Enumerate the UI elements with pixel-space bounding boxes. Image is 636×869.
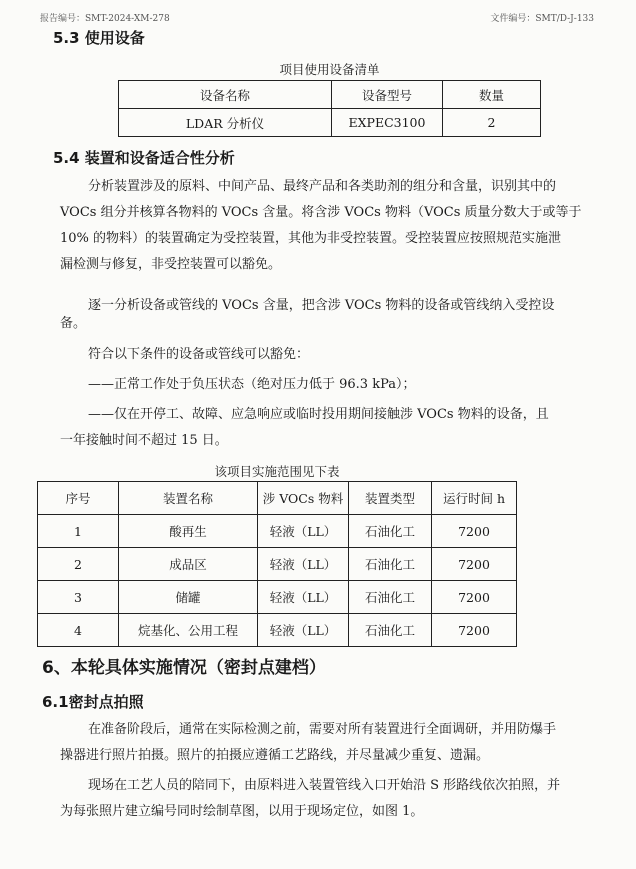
paragraph-line: 符合以下条件的设备或管线可以豁免： (88, 347, 310, 362)
table-cell: LDAR 分析仪 (119, 109, 332, 137)
table-cell: 2 (443, 109, 541, 137)
header-cell: 数量 (443, 81, 541, 109)
table-row (38, 581, 517, 614)
table-cell: 烷基化、公用工程 (119, 614, 258, 647)
table-row (38, 548, 517, 581)
scope-table-caption: 该项目实施范围见下表 (214, 464, 340, 479)
paragraph-line: ——正常工作处于负压状态（绝对压力低于 96.3 kPa）； (88, 377, 416, 392)
paragraph-line: VOCs 组分并核算各物料的 VOCs 含量。将含涉 VOCs 物料（VOCs 质量分数大于或等于 (60, 205, 582, 220)
table-cell: 2 (38, 548, 119, 581)
table-cell: 轻液（LL） (258, 614, 349, 647)
table-header-row (38, 482, 517, 515)
table-row (38, 515, 517, 548)
section-5-3-title: 5.3 使用设备 (53, 29, 145, 47)
table-cell: 石油化工 (349, 581, 432, 614)
paragraph-line: 为每张照片建立编号同时绘制草图，以用于现场定位，如图 1。 (60, 804, 424, 819)
equipment-table (118, 80, 541, 137)
table-row (38, 614, 517, 647)
paragraph-line: 操器进行照片拍摄。照片的拍摄应遵循工艺路线，并尽量减少重复、遗漏。 (60, 748, 490, 763)
table-cell: 7200 (432, 548, 517, 581)
section-6-1-title: 6.1密封点拍照 (42, 693, 144, 711)
table-cell: 7200 (432, 515, 517, 548)
table-cell: 1 (38, 515, 119, 548)
paragraph-line: 备。 (60, 316, 87, 331)
header-cell: 序号 (38, 482, 119, 515)
table-cell: 3 (38, 581, 119, 614)
paragraph-line: ——仅在开停工、故障、应急响应或临时投用期间接触涉 VOCs 物料的设备，且 (88, 407, 549, 422)
paragraph-line: 在准备阶段后，通常在实际检测之前，需要对所有装置进行全面调研，并用防爆手 (88, 722, 557, 737)
equipment-table-caption: 项目使用设备清单 (279, 62, 380, 77)
table-cell: 储罐 (119, 581, 258, 614)
header-cell: 涉 VOCs 物料 (258, 482, 349, 515)
table-row (119, 109, 541, 137)
paragraph-line: 逐一分析设备或管线的 VOCs 含量，把含涉 VOCs 物料的设备或管线纳入受控设 (88, 298, 555, 313)
table-cell: 石油化工 (349, 515, 432, 548)
table-cell: 轻液（LL） (258, 548, 349, 581)
header-cell: 装置类型 (349, 482, 432, 515)
header-cell: 装置名称 (119, 482, 258, 515)
header-cell: 运行时间 h (432, 482, 517, 515)
table-cell: 轻液（LL） (258, 581, 349, 614)
table-cell: 酸再生 (119, 515, 258, 548)
paragraph-line: 10% 的物料）的装置确定为受控装置，其他为非受控装置。受控装置应按照规范实施泄 (60, 231, 562, 246)
scope-table (37, 481, 517, 647)
paragraph-line: 现场在工艺人员的陪同下，由原料进入装置管线入口开始沿 S 形路线依次拍照，并 (88, 778, 561, 793)
file-number: 文件编号：SMT/D-J-133 (490, 14, 594, 24)
table-cell: 石油化工 (349, 614, 432, 647)
header-cell: 设备型号 (332, 81, 443, 109)
report-number: 报告编号：SMT-2024-XM-278 (40, 14, 170, 24)
paragraph-line: 一年接触时间不超过 15 日。 (60, 433, 228, 448)
header-cell: 设备名称 (119, 81, 332, 109)
paragraph-line: 分析装置涉及的原料、中间产品、最终产品和各类助剂的组分和含量，识别其中的 (88, 179, 557, 194)
section-6-title: 6、本轮具体实施情况（密封点建档） (42, 658, 326, 678)
paragraph-line: 漏检测与修复，非受控装置可以豁免。 (60, 257, 282, 272)
table-cell: 7200 (432, 614, 517, 647)
table-cell: 石油化工 (349, 548, 432, 581)
table-cell: 成品区 (119, 548, 258, 581)
table-cell: EXPEC3100 (332, 109, 443, 137)
table-cell: 7200 (432, 581, 517, 614)
table-cell: 轻液（LL） (258, 515, 349, 548)
table-header-row (119, 81, 541, 109)
section-5-4-title: 5.4 装置和设备适合性分析 (53, 149, 235, 167)
table-cell: 4 (38, 614, 119, 647)
